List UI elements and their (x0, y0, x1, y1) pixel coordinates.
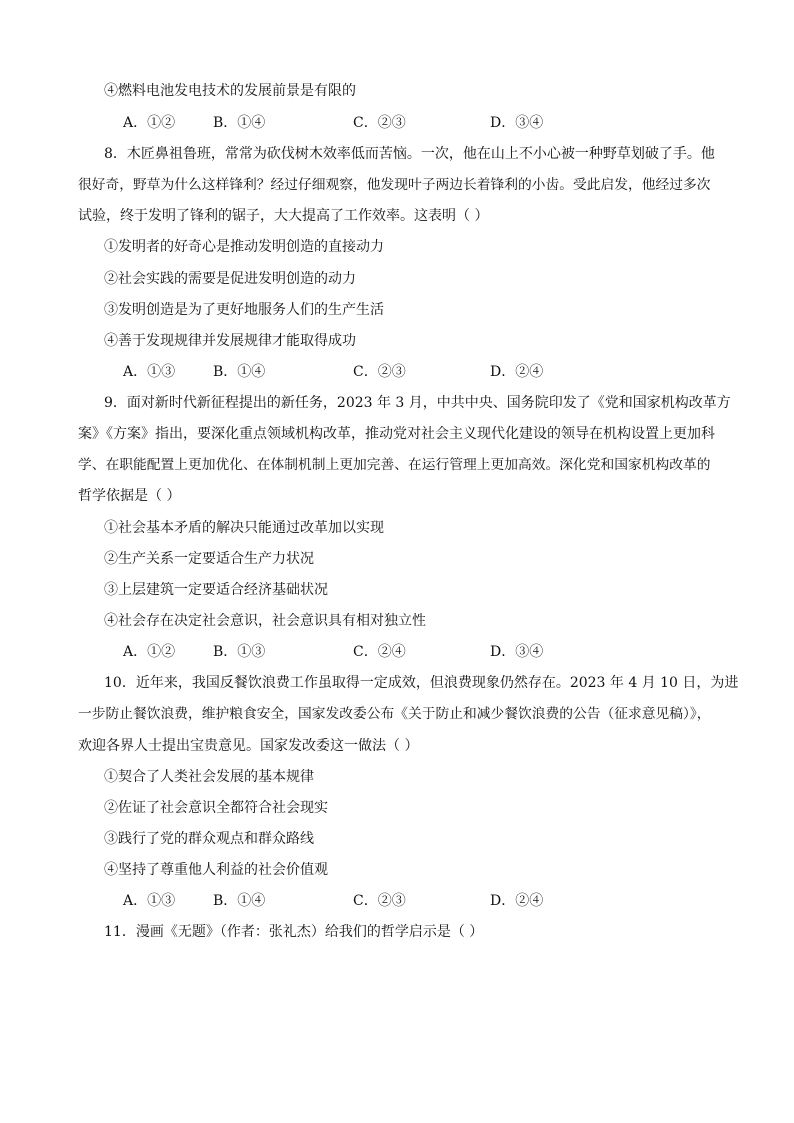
question-10-stem-cont: 欢迎各界人士提出宝贵意见。国家发改委这一做法（ ） (78, 738, 419, 754)
answer-item: ④燃料电池发电技术的发展前景是有限的 (104, 83, 356, 99)
question-8-stem-cont: 试验，终于发明了锋利的锯子，大大提高了工作效率。这表明（ ） (78, 208, 489, 224)
question-10-stem: 10．近年来，我国反餐饮浪费工作虽取得一定成效，但浪费现象仍然存在。2023 年 4 月 10 日，为进 (104, 675, 739, 691)
answer-item: ②佐证了社会意识全都符合社会现实 (104, 800, 328, 816)
option-c: C．②③ (353, 115, 406, 131)
answer-options-q10 (123, 891, 563, 911)
answer-item: ①契合了人类社会发展的基本规律 (104, 769, 314, 785)
question-11-stem: 11．漫画《无题》（作者：张礼杰）给我们的哲学启示是（ ） (104, 924, 484, 940)
answer-item: ②生产关系一定要适合生产力状况 (104, 551, 314, 567)
question-9-stem-cont: 哲学依据是（ ） (78, 488, 181, 504)
answer-item: ③上层建筑一定要适合经济基础状况 (104, 582, 328, 598)
answer-options-q8 (123, 362, 563, 382)
option-c: C．②③ (353, 893, 406, 909)
answer-item: ①发明者的好奇心是推动发明创造的直接动力 (104, 239, 384, 255)
option-b: B．①④ (213, 364, 266, 380)
question-9-stem-cont: 学、在职能配置上更加优化、在体制机制上更加完善、在运行管理上更加高效。深化党和国家机构改革的 (78, 457, 711, 473)
answer-options-q9 (123, 642, 563, 662)
option-b: B．①④ (213, 893, 266, 909)
answer-item: ③践行了党的群众观点和群众路线 (104, 831, 314, 847)
option-a: A．①② (123, 115, 176, 131)
option-b: B．①④ (213, 115, 266, 131)
option-d: D．③④ (490, 644, 544, 660)
option-d: D．③④ (490, 115, 544, 131)
option-d: D．②④ (490, 364, 544, 380)
answer-item: ④坚持了尊重他人利益的社会价值观 (104, 862, 328, 878)
answer-options-q7 (123, 113, 563, 133)
question-8-stem: 8．木匠鼻祖鲁班，常常为砍伐树木效率低而苦恼。一次，他在山上不小心被一种野草划破了手。他 (104, 146, 715, 162)
question-10-stem-cont: 一步防止餐饮浪费，维护粮食安全，国家发改委公布《关于防止和减少餐饮浪费的公告（征求意见稿）》， (78, 706, 711, 722)
option-d: D．②④ (490, 893, 544, 909)
answer-item: ①社会基本矛盾的解决只能通过改革加以实现 (104, 520, 384, 536)
option-a: A．①② (123, 644, 176, 660)
option-b: B．①③ (213, 644, 266, 660)
option-c: C．②④ (353, 644, 406, 660)
question-8-stem-cont: 很好奇，野草为什么这样锋利？经过仔细观察，他发现叶子两边长着锋利的小齿。受此启发，他经过多次 (78, 177, 711, 193)
answer-item: ③发明创造是为了更好地服务人们的生产生活 (104, 302, 384, 318)
answer-item: ④社会存在决定社会意识，社会意识具有相对独立性 (104, 613, 426, 629)
question-9-stem-cont: 案》《方案》指出，要深化重点领域机构改革，推动党对社会主义现代化建设的领导在机构设置上更加科 (78, 426, 715, 442)
option-a: A．①③ (123, 364, 176, 380)
option-a: A．①③ (123, 893, 176, 909)
question-9-stem: 9．面对新时代新征程提出的新任务，2023 年 3 月，中共中央、国务院印发了《党和国家机构改革方 (104, 395, 731, 411)
answer-item: ②社会实践的需要是促进发明创造的动力 (104, 271, 356, 287)
option-c: C．②③ (353, 364, 406, 380)
answer-item: ④善于发现规律并发展规律才能取得成功 (104, 333, 356, 349)
